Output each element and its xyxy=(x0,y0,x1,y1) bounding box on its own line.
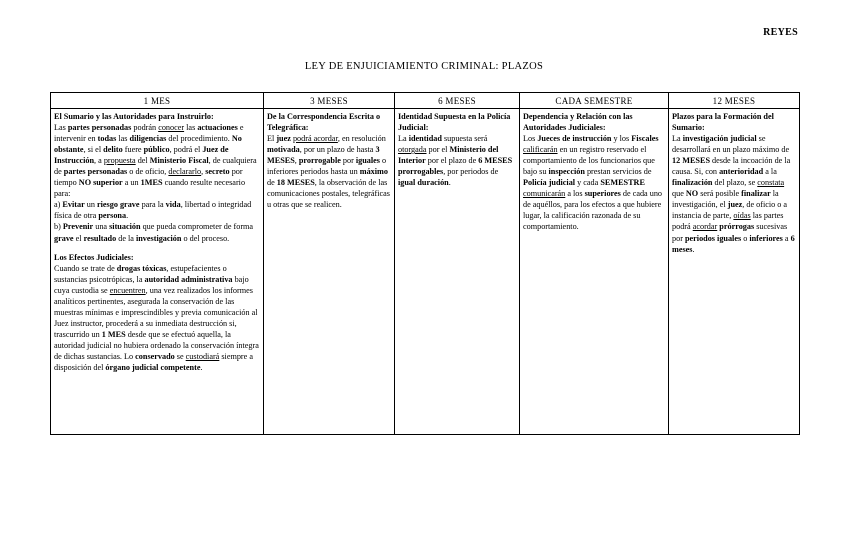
cell-12-meses xyxy=(669,109,800,435)
cell-body-secondary: Cuando se trate de drogas tóxicas, estupefacientes o sustancias psicotrópicas, la autoridad administrativa bajo cuya custodia se encuentren, una vez realizados los informes analíticos pertinentes, asegurada la conservación de las muestras mínimas e imprescindibles y previa comunicación al Juez instructor, procederá a su inmediata destrucción si, trascurrido un 1 MES desde que se efectuó aquella, la autoridad judicial no hubiera ordenado la conservación íntegra de dichas sustancias. Lo conservado se custodiará siempre a disposición del órgano judicial competente. xyxy=(54,263,259,373)
deadlines-table xyxy=(50,92,800,435)
cell-body: El juez podrá acordar, en resolución motivada, por un plazo de hasta 3 MESES, prorrogable por iguales o inferiores periodos hasta un máximo de 18 MESES, la observación de las comunicaciones postales, telegráficas u otras que se realicen. xyxy=(267,134,390,210)
list-item: b) Prevenir una situación que pueda comprometer de forma grave el resultado de la investigación o del proceso. xyxy=(54,222,254,243)
cell-heading-secondary: Los Efectos Judiciales: xyxy=(54,252,134,262)
cell-cada-semestre xyxy=(520,109,669,435)
cell-body: La identidad supuesta será otorgada por el Ministerio del Interior por el plazo de 6 MESES prorrogables, por periodos de igual duración. xyxy=(398,134,513,188)
header-row xyxy=(51,93,800,109)
author-name: REYES xyxy=(763,27,798,38)
cell-heading: De la Correspondencia Escrita o Telegráfica: xyxy=(267,112,381,133)
content-row xyxy=(51,109,800,435)
cell-3-meses xyxy=(264,109,395,435)
cell-heading: Identidad Supuesta en la Policía Judicial: xyxy=(398,112,511,133)
list-item: a) Evitar un riesgo grave para la vida, libertad o integridad física de otra persona. xyxy=(54,200,252,221)
cell-heading: Dependencia y Relación con las Autoridades Judiciales: xyxy=(523,112,633,133)
column-header-6-meses: 6 MESES xyxy=(395,93,520,109)
cell-heading: El Sumario y las Autoridades para Instruirlo: xyxy=(54,112,214,121)
column-header-cada-semestre: CADA SEMESTRE xyxy=(520,93,669,109)
column-header-1-mes: 1 MES xyxy=(51,93,264,109)
cell-heading: Plazos para la Formación del Sumario: xyxy=(672,112,774,133)
cell-1-mes xyxy=(51,109,264,435)
cell-6-meses xyxy=(395,109,520,435)
column-header-12-meses: 12 MESES xyxy=(669,93,800,109)
cell-body: Las partes personadas podrán conocer las actuaciones e intervenir en todas las diligencias del procedimiento. No obstante, si el delito fuere público, podrá el Juez de Instrucción, a propuesta del Ministerio Fiscal, de cualquiera de partes personadas o de oficio, declararlo, secreto por tiempo NO superior a un 1MES cuando resulte necesario para: xyxy=(54,123,257,199)
cell-body: La investigación judicial se desarrollará en un plazo máximo de 12 MESES desde la incoación de la causa. Si, con anterioridad a la finalización del plazo, se constata que NO será posible finalizar la investigación, el juez, de oficio o a instancia de parte, oídas las partes podrá acordar prórrogas sucesivas por periodos iguales o inferiores a 6 meses. xyxy=(672,134,795,254)
document-title: LEY DE ENJUICIAMIENTO CRIMINAL: PLAZOS xyxy=(304,61,544,72)
column-header-3-meses: 3 MESES xyxy=(264,93,395,109)
cell-body: Los Jueces de instrucción y los Fiscales calificarán en un registro reservado el comportamiento de los funcionarios que bajo su inspección prestan servicios de Policía judicial y cada SEMESTRE comunicarán a los superiores de cada uno de aquéllos, para los efectos a que hubiere lugar, la calificación razonada de su comportamiento. xyxy=(523,134,663,232)
